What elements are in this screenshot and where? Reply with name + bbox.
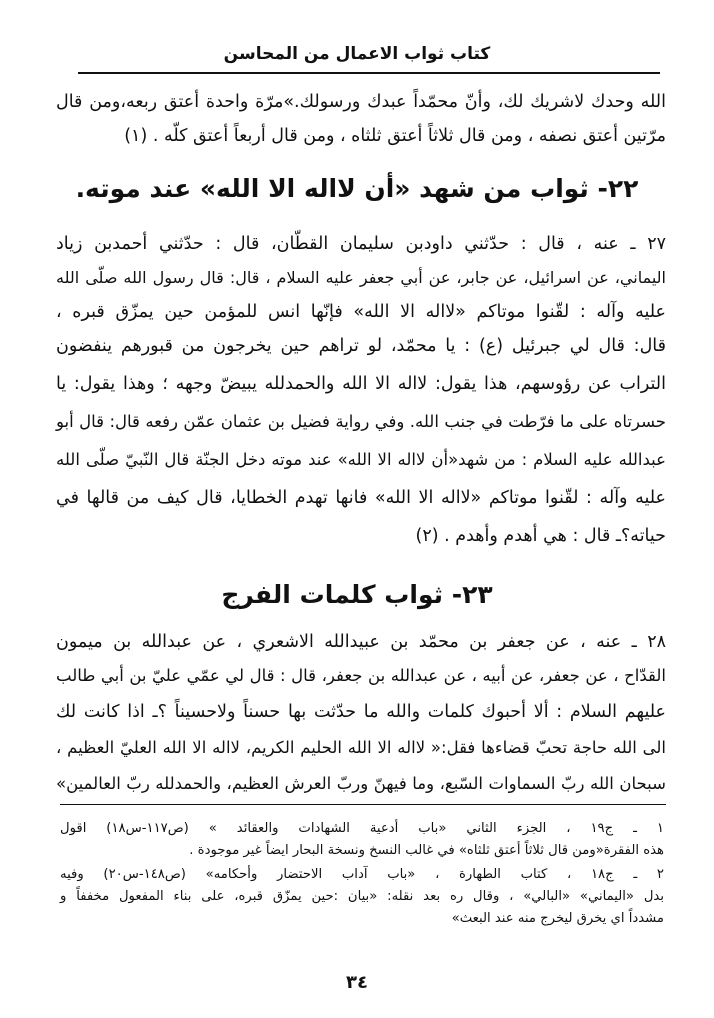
footnote-line: مشدداً اي يخرق ليخرج منه عند البعث» <box>451 911 664 926</box>
section-22-heading: ٢٢- ثواب من شهد «أن لااله الا الله» عند موته. <box>75 174 639 203</box>
footnote-divider <box>60 804 666 805</box>
section-22-line: عبدالله عليه السلام : من شهد«أن لااله الا الله» عند موته دخل الجنّة قال النّبيّ صلّى الله <box>56 450 666 469</box>
section-23-line: الى الله حاجة تحبّ قضاءها فقل:« لااله الا الله الحليم الكريم، لااله الا الله العليّ العظيم ، <box>56 738 666 757</box>
section-22-line: ٢٧ ـ عنه ، قال : حدّثني داودبن سليمان القطّان، قال : حدّثني أحمدبن زياد <box>56 234 666 254</box>
section-23-line: ٢٨ ـ عنه ، عن جعفر بن محمّد بن عبيدالله الاشعري ، عن عبدالله بن ميمون <box>56 632 666 652</box>
page-number: ٣٤ <box>346 972 368 993</box>
section-23-heading: ٢٣- ثواب كلمات الفرج <box>221 580 493 609</box>
section-22-line: عليه وآله : لقّنوا موتاكم «لااله الا الله» فإنّها انس للمؤمن حين يمزّق قبره ، <box>56 302 666 322</box>
footnote-line: بدل «اليماني» «البالي» ، وقال ره بعد نقله: «بيان :حين يمزّق قبره، على بناء المفعول مخففاً و <box>60 889 664 904</box>
section-22-line: عليه وآله : لقّنوا موتاكم «لااله الا الله» فانها تهدم الخطايا، قال كيف من قالها في <box>56 488 666 508</box>
header-divider <box>78 72 660 74</box>
section-22-line: التراب عن رؤوسهم، هذا يقول: لااله الا الله والحمدلله يبيضّ وجهه ؛ وهذا يقول: يا <box>56 374 666 394</box>
section-22-line: حسرتاه على ما فرّطت في جنب الله. وفي رواية فضيل بن عثمان عمّن رفعه قال: قال أبو <box>56 412 666 431</box>
section-23-line: القدّاح ، عن جعفر، عن أبيه ، عن عبدالله بن جعفر، قال : قال لي عمّي عليّ بن أبي طالب <box>56 666 666 685</box>
section-22-line: اليماني، عن اسرائيل، عن جابر، عن أبي جعفر عليه السلام ، قال: قال رسول الله صلّى الله <box>56 268 666 287</box>
intro-line-2: مرّتين أعتق نصفه ، ومن قال ثلاثاً أعتق ثلثاه ، ومن قال أربعاً أعتق كلّه . (١) <box>124 126 666 146</box>
running-header-title: كتاب ثواب الاعمال من المحاسن <box>223 44 491 64</box>
section-22-line: حياته؟ـ قال : هي أهدم وأهدم . (٢) <box>415 526 666 546</box>
intro-line-1: الله وحدك لاشريك لك، وأنّ محمّداً عبدك ورسولك.»مرّة واحدة أعتق ربعه،ومن قال <box>56 92 666 112</box>
footnote-line: ٢ ـ ج١٨ ، كتاب الطهارة ، «باب آداب الاحتضار وأحكامه» (ص١٤٨-س٢٠) وفيه <box>60 867 664 882</box>
section-23-line: عليهم السلام : ألا أحبوك كلمات والله ما حدّثت بها حسناً ولاحسيناً ؟ـ اذا كانت لك <box>56 702 666 722</box>
footnote-line: ١ ـ ج١٩ ، الجزء الثاني «باب أدعية الشهادات والعقائد » (ص١١٧-س١٨) اقول <box>60 821 664 836</box>
section-22-line: قال: قال لي جبرئيل (ع) : يا محمّد، لو تراهم حين يخرجون من قبورهم ينفضون <box>56 336 666 356</box>
footnote-line: هذه الفقرة«ومن قال ثلاثاً أعتق ثلثاه» في غالب النسخ ونسخة البحار ايضاً غير موجودة . <box>189 843 664 858</box>
section-23-line: سبحان الله ربّ السماوات السّبع، وما فيهنّ وربّ العرش العظيم، والحمدلله ربّ العالمين» <box>56 774 666 793</box>
